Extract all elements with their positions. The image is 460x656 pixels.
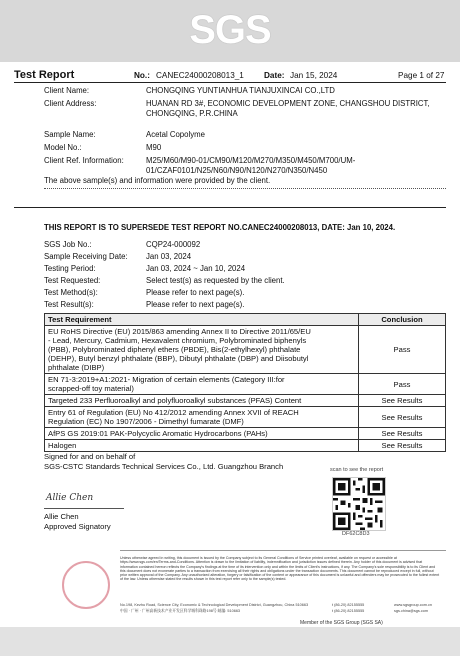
sample-name-label: Sample Name: (44, 130, 96, 139)
conclusion-cell: Pass (359, 374, 446, 395)
requirement-cell (45, 407, 359, 428)
sgs-branch: SGS-CSTC Standards Technical Services Co., Ltd. Guangzhou Branch (44, 462, 284, 471)
test-requested: Select test(s) as requested by the client. (146, 276, 285, 285)
footer-tel-2: t (86-20) 82155555 (332, 609, 365, 613)
testing-period: Jan 03, 2024 ~ Jan 10, 2024 (146, 264, 246, 273)
footer-address-en: No.198, Kezhu Road, Science City, Economic & Technological Development District, Guangzhou, China 510663 (120, 603, 309, 607)
test-method: Please refer to next page(s). (146, 288, 245, 297)
requirement-cell (45, 326, 359, 374)
report-date: Jan 15, 2024 (290, 71, 338, 80)
req-line: EU RoHS Directive (EU) 2015/863 amending Annex II to Directive 2011/65/EU (48, 327, 311, 336)
req-line: - Lead, Mercury, Cadmium, Hexavalent chromium, Polybrominated biphenyls (48, 336, 307, 345)
client-ref-label: Client Ref. Information: (44, 156, 124, 165)
supersede-rule-top (14, 207, 446, 208)
conclusion-cell: See Results (359, 395, 446, 407)
model-label: Model No.: (44, 143, 82, 152)
footer-tel-1: t (86-20) 82155555 (332, 603, 365, 607)
req-line: (DEHP), Butyl benzyl phthalate (BBP), Dibutyl phthalate (DBP) and Diisobutyl (48, 354, 309, 363)
signed-for-line: Signed for and on behalf of (44, 452, 136, 461)
terms-and-conditions: Unless otherwise agreed in writing, this document is issued by the Company subject to its General Conditions of Service printed overleaf, available on request or accessible at https://www.sgs.com/en/Terms-and-Conditions. Attention is drawn to the limitation of liability, indemnification and jurisdiction issues defined therein. Any holder of this document is advised that information contained hereon reflects the Company's findings at the time of its intervention only and within the limits of Client's instructions, if any. The Company's sole responsibility is to its Client and this document does not exonerate parties to a transaction from exercising all their rights and obligations under the transaction documents. This document cannot be reproduced except in full, without prior written approval of the Company. Any unauthorized alteration, forgery or falsification of the content or appearance of this document is unlawful and offenders may be prosecuted to the fullest extent of the law. Unless otherwise stated the results shown in this test report refer only to the sample(s) tested. (120, 556, 440, 582)
client-name: CHONGQING YUNTIANHUA TIANJUXINCAI CO.,LTD (146, 86, 335, 95)
req-line: Regulation (EC) No 1907/2006 - Dimethyl fumarate (DMF) (48, 417, 244, 426)
client-address: HUANAN RD 3#, ECONOMIC DEVELOPMENT ZONE, CHANGSHOU DISTRICT, CHONGQING, P.R.CHINA (146, 99, 430, 118)
report-no-label: No.: (134, 71, 150, 80)
req-line: EN 71-3:2019+A1:2021- Migration of certain elements (Category III:for (48, 375, 285, 384)
test-requirement-table (44, 313, 446, 452)
header-rule (14, 82, 446, 83)
sample-note: The above sample(s) and information were provided by the client. (44, 176, 271, 185)
qr-verification-code: DF62C8D3 (342, 531, 370, 537)
table-row (45, 326, 446, 374)
client-name-label: Client Name: (44, 86, 90, 95)
report-no: CANEC24000208013_1 (156, 71, 244, 80)
sgs-logo: SGS (189, 8, 271, 52)
signature-rule (44, 508, 124, 509)
job-number: CQP24-000092 (146, 240, 201, 249)
report-title: Test Report (14, 69, 75, 81)
qr-code-icon[interactable] (332, 477, 386, 531)
receiving-label: Sample Receiving Date: (44, 252, 128, 261)
period-label: Testing Period: (44, 264, 96, 273)
col-requirement: Test Requirement (45, 314, 359, 326)
table-row (45, 407, 446, 428)
signature: Allie Chen (46, 493, 94, 503)
requested-label: Test Requested: (44, 276, 101, 285)
requirement-cell: Halogen (45, 440, 359, 452)
client-address-label: Client Address: (44, 99, 97, 108)
job-label: SGS Job No.: (44, 240, 92, 249)
test-result: Please refer to next page(s). (146, 300, 245, 309)
method-label: Test Method(s): (44, 288, 98, 297)
scan-caption: scan to see the report (330, 467, 384, 473)
sgs-group-member: Member of the SGS Group (SGS SA) (300, 620, 383, 626)
conclusion-cell: See Results (359, 407, 446, 428)
requirement-cell: AfPS GS 2019:01 PAK-Polycyclic Aromatic Hydrocarbons (PAHs) (45, 428, 359, 440)
model-number: M90 (146, 143, 162, 152)
signatory-role: Approved Signatory (44, 522, 111, 531)
footer-address-cn: 中国 · 广州 · 广州高新技术产业开发区科学城科珠路198号 邮编: 510663 (120, 609, 241, 613)
footer-band (0, 627, 460, 656)
sample-rule (44, 188, 446, 189)
sgs-seal-stamp (62, 561, 110, 609)
table-row (45, 374, 446, 395)
req-line: (PBB), Polybrominated diphenyl ethers (PBDE), Bis(2-ethylhexyl) phthalate (48, 345, 301, 354)
conclusion-cell: See Results (359, 440, 446, 452)
requirement-cell (45, 374, 359, 395)
table-header (45, 314, 446, 326)
date-label: Date: (264, 71, 285, 80)
col-conclusion: Conclusion (359, 314, 446, 326)
table-row (45, 440, 446, 452)
page-number: Page 1 of 27 (398, 71, 445, 80)
conclusion-cell: See Results (359, 428, 446, 440)
sample-name: Acetal Copolyme (146, 130, 205, 139)
footer-email[interactable]: sgs.china@sgs.com (394, 609, 429, 613)
req-line: scrapped-off toy material) (48, 384, 134, 393)
table-row (45, 395, 446, 407)
conclusion-cell: Pass (359, 326, 446, 374)
client-ref-line2: 01/CZAF0101/N25/N60/N90/N120/N270/N350/N450 (146, 166, 328, 175)
signatory-name: Allie Chen (44, 512, 79, 521)
requirement-cell: Targeted 233 Perfluoroalkyl and polyfluoroalkyl substances (PFAS) Content (45, 395, 359, 407)
result-label: Test Result(s): (44, 300, 94, 309)
req-line: phthalate (DIBP) (48, 363, 105, 372)
receiving-date: Jan 03, 2024 (146, 252, 192, 261)
req-line: Entry 61 of Regulation (EU) No 412/2012 amending Annex XVII of REACH (48, 408, 299, 417)
table-row (45, 428, 446, 440)
footer-rule (120, 550, 446, 551)
footer-web[interactable]: www.sgsgroup.com.cn (394, 603, 432, 607)
client-ref-line1: M25/M60/M90-01/CM90/M120/M270/M350/M450/M700/UM- (146, 156, 356, 165)
supersede-notice: THIS REPORT IS TO SUPERSEDE TEST REPORT NO.CANEC24000208013, DATE: Jan 10, 2024. (44, 223, 396, 232)
